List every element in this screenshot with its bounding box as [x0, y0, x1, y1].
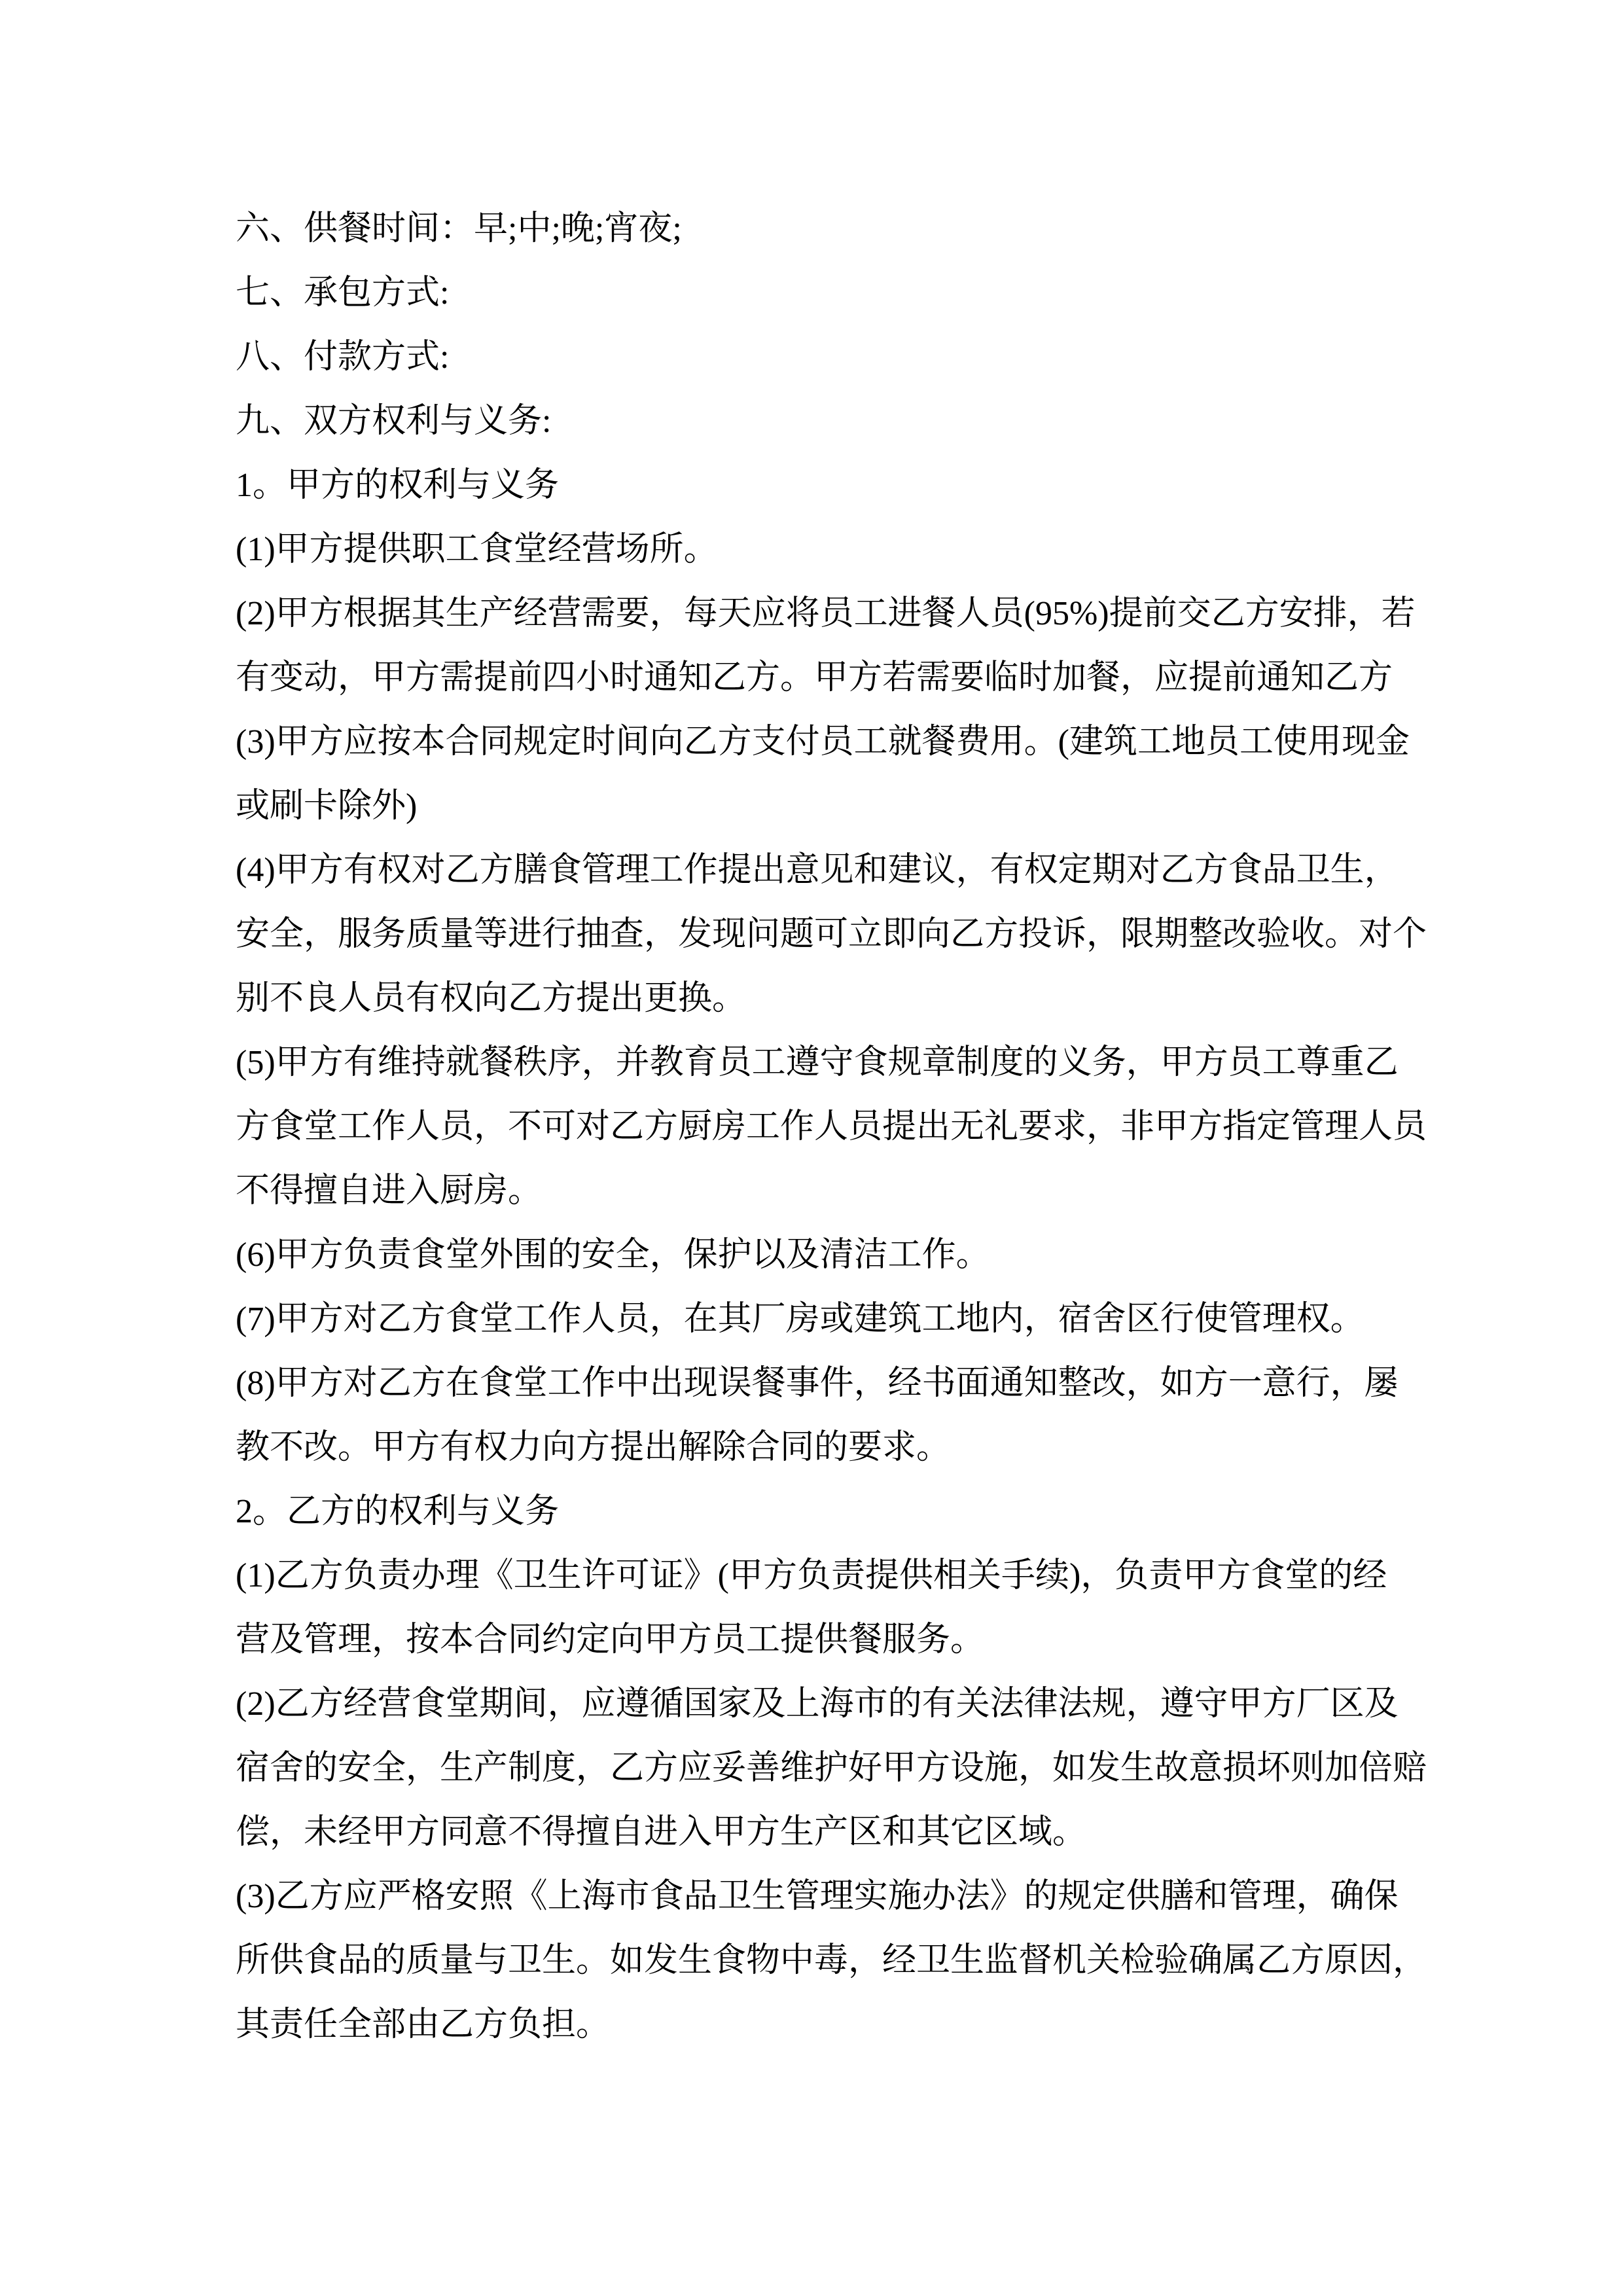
- text-line: 或刷卡除外): [236, 787, 418, 825]
- text-line: (2)乙方经营食堂期间，应遵循国家及上海市的有关法律法规，遵守甲方厂区及: [236, 1685, 1399, 1723]
- text-line: 营及管理，按本合同约定向甲方员工提供餐服务。: [236, 1621, 985, 1659]
- text-line: 九、双方权利与义务:: [236, 403, 552, 440]
- text-line: (4)甲方有权对乙方膳食管理工作提出意见和建议，有权定期对乙方食品卫生，: [236, 852, 1399, 889]
- text-line: 所供食品的质量与卫生。如发生食物中毒，经卫生监督机关检验确属乙方原因，: [236, 1942, 1427, 1979]
- text-line: (8)甲方对乙方在食堂工作中出现误餐事件，经书面通知整改，如方一意行，屡: [236, 1365, 1399, 1402]
- text-line: 教不改。甲方有权力向方提出解除合同的要求。: [236, 1429, 951, 1466]
- text-line: 安全，服务质量等进行抽查，发现问题可立即向乙方投诉，限期整改验收。对个: [236, 916, 1427, 953]
- text-line: 八、付款方式:: [236, 338, 450, 376]
- text-line: 有变动，甲方需提前四小时通知乙方。甲方若需要临时加餐，应提前通知乙方: [236, 659, 1393, 696]
- text-line: (1)乙方负责办理《卫生许可证》(甲方负责提供相关手续)，负责甲方食堂的经: [236, 1557, 1387, 1594]
- text-line: 不得擅自进入厨房。: [236, 1172, 543, 1210]
- text-line: 2。乙方的权利与义务: [236, 1493, 560, 1530]
- text-line: 偿，未经甲方同意不得擅自进入甲方生产区和其它区域。: [236, 1814, 1087, 1851]
- text-line: (2)甲方根据其生产经营需要，每天应将员工进餐人员(95%)提前交乙方安排，若: [236, 595, 1416, 632]
- text-line: (6)甲方负责食堂外围的安全，保护以及清洁工作。: [236, 1236, 990, 1274]
- text-line: 七、承包方式:: [236, 274, 450, 312]
- text-line: 六、供餐时间：早;中;晚;宵夜;: [236, 210, 682, 247]
- text-line: (3)甲方应按本合同规定时间向乙方支付员工就餐费用。(建筑工地员工使用现金: [236, 723, 1410, 761]
- text-line: 方食堂工作人员，不可对乙方厨房工作人员提出无礼要求，非甲方指定管理人员: [236, 1108, 1427, 1145]
- text-line: 别不良人员有权向乙方提出更换。: [236, 980, 747, 1017]
- text-line: (7)甲方对乙方食堂工作人员，在其厂房或建筑工地内，宿舍区行使管理权。: [236, 1300, 1364, 1338]
- text-line: 1。甲方的权利与义务: [236, 467, 560, 504]
- text-line: (5)甲方有维持就餐秩序，并教育员工遵守食规章制度的义务，甲方员工尊重乙: [236, 1044, 1399, 1081]
- text-line: (3)乙方应严格安照《上海市食品卫生管理实施办法》的规定供膳和管理，确保: [236, 1878, 1399, 1915]
- text-line: 宿舍的安全，生产制度，乙方应妥善维护好甲方设施，如发生故意损坏则加倍赔: [236, 1749, 1427, 1787]
- text-line: (1)甲方提供职工食堂经营场所。: [236, 531, 718, 568]
- text-line: 其责任全部由乙方负担。: [236, 2006, 611, 2043]
- contract-text-block: [236, 197, 1427, 2057]
